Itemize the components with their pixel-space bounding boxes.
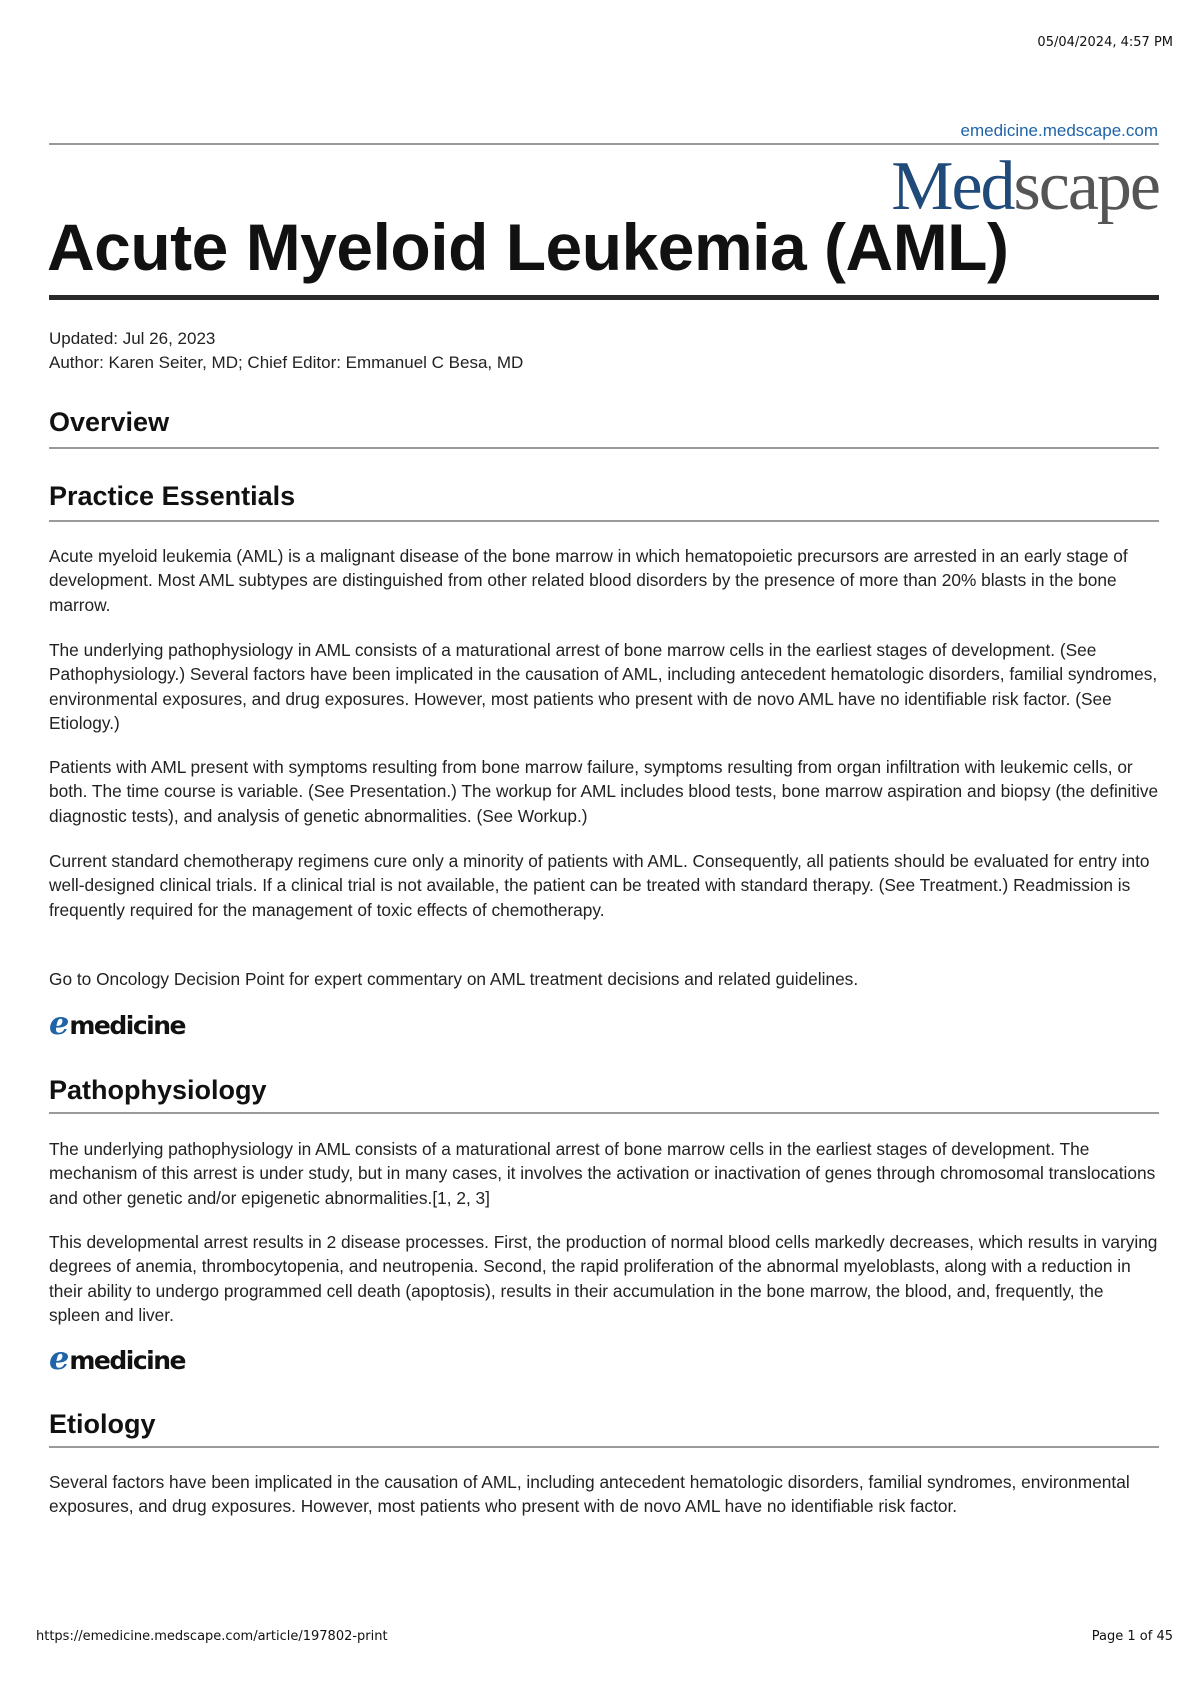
paragraph: This developmental arrest results in 2 disease processes. First, the production of normal blood cells markedly decreases, which results in varying degrees of anemia, thrombocytopenia, and neutropenia. Second, the rapid proliferation of the abnormal myeloblasts, along with a reduction in their ability to undergo programmed cell death (apoptosis), results in their accumulation in the bone marrow, the blood, and, frequently, the spleen and liver. xyxy=(49,1232,1158,1326)
section-heading-overview: Overview xyxy=(49,407,170,437)
print-timestamp: 05/04/2024, 4:57 PM xyxy=(1037,35,1173,50)
section-heading-practice-essentials: Practice Essentials xyxy=(49,481,296,511)
section-heading-etiology: Etiology xyxy=(49,1409,156,1439)
paragraph: The underlying pathophysiology in AML consists of a maturational arrest of bone marrow cells in the earliest stages of development. The mechanism of this arrest is under study, but in many cases, it involves the activation or inactivation of genes through chromosomal translocations and other genetic and/or epigenetic abnormalities.[1, 2, 3] xyxy=(49,1139,1156,1208)
paragraph: Several factors have been implicated in the causation of AML, including antecedent hematologic disorders, familial syndromes, environmental exposures, and drug exposures. However, most patients who present with de novo AML have no identifiable risk factor. xyxy=(49,1472,1130,1517)
print-url: https://emedicine.medscape.com/article/197802-print xyxy=(36,1629,388,1644)
emedicine-logo-e: e xyxy=(49,1339,70,1377)
section-divider xyxy=(49,447,1159,449)
section-heading-pathophysiology: Pathophysiology xyxy=(49,1075,267,1105)
section-divider xyxy=(49,520,1159,522)
section-divider xyxy=(49,1112,1159,1114)
page-number: Page 1 of 45 xyxy=(1091,1629,1173,1644)
author-line: Author: Karen Seiter, MD; Chief Editor: Emmanuel C Besa, MD xyxy=(49,353,524,372)
header-divider xyxy=(49,143,1159,145)
updated-date: Updated: Jul 26, 2023 xyxy=(49,329,216,348)
page-title: Acute Myeloid Leukemia (AML) xyxy=(47,210,1009,284)
medscape-logo-part-b: scape xyxy=(1013,148,1159,225)
title-divider xyxy=(49,295,1159,300)
article-meta xyxy=(49,327,523,375)
emedicine-logo-text: medicine xyxy=(69,1346,185,1375)
paragraph: Acute myeloid leukemia (AML) is a malignant disease of the bone marrow in which hematopoietic precursors are arrested in an early stage of development. Most AML subtypes are distinguished from other related blood disorders by the presence of more than 20% blasts in the bone marrow. xyxy=(49,546,1128,615)
emedicine-logo xyxy=(49,1339,185,1377)
emedicine-logo-e: e xyxy=(49,1004,70,1042)
paragraph: Go to Oncology Decision Point for expert commentary on AML treatment decisions and related guidelines. xyxy=(49,969,859,989)
emedicine-logo-text: medicine xyxy=(69,1011,185,1040)
medscape-logo-part-a: Med xyxy=(891,148,1014,225)
site-link[interactable]: emedicine.medscape.com xyxy=(960,121,1158,140)
emedicine-logo xyxy=(49,1004,185,1042)
paragraph: Current standard chemotherapy regimens cure only a minority of patients with AML. Consequently, all patients should be evaluated for entry into well-designed clinical trials. If a clinical trial is not available, the patient can be treated with standard therapy. (See Treatment.) Readmission is frequently required for the management of toxic effects of chemotherapy. xyxy=(49,851,1150,920)
paragraph: The underlying pathophysiology in AML consists of a maturational arrest of bone marrow cells in the earliest stages of development. (See Pathophysiology.) Several factors have been implicated in the causation of AML, including antecedent hematologic disorders, familial syndromes, environmental exposures, and drug exposures. However, most patients who present with de novo AML have no identifiable risk factor. (See Etiology.) xyxy=(49,640,1158,734)
section-divider xyxy=(49,1446,1159,1448)
paragraph: Patients with AML present with symptoms resulting from bone marrow failure, symptoms resulting from organ infiltration with leukemic cells, or both. The time course is variable. (See Presentation.) The workup for AML includes blood tests, bone marrow aspiration and biopsy (the definitive diagnostic tests), and analysis of genetic abnormalities. (See Workup.) xyxy=(49,757,1159,826)
